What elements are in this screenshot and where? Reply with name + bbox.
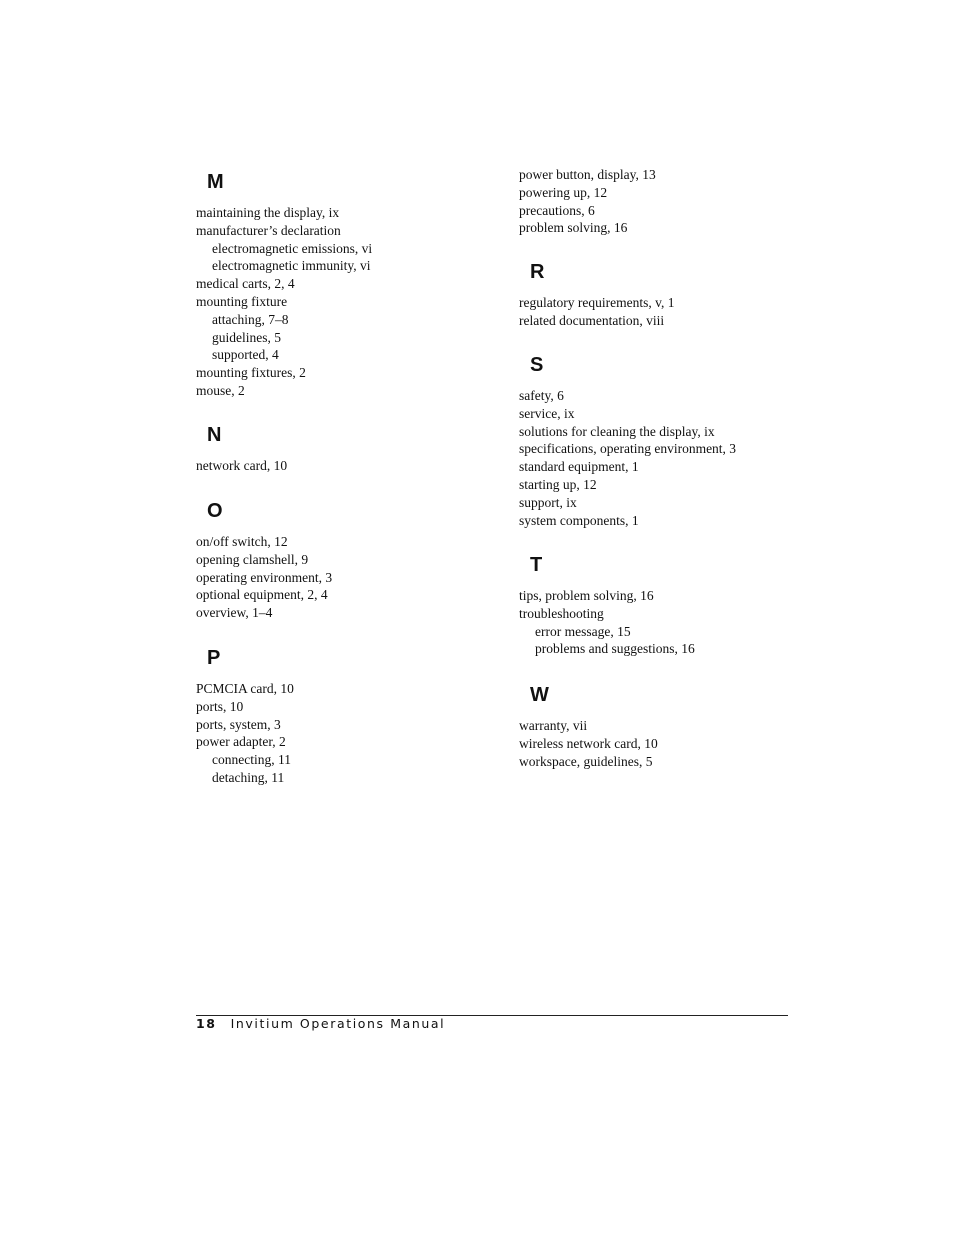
index-entry: power button, display, 13 bbox=[519, 167, 656, 182]
index-subentry: connecting, 11 bbox=[212, 752, 291, 768]
index-entry: tips, problem solving, 16 bbox=[519, 588, 654, 603]
section-letter-heading: P bbox=[207, 647, 221, 669]
index-subentry: electromagnetic immunity, vi bbox=[212, 258, 371, 274]
index-entry: opening clamshell, 9 bbox=[196, 551, 309, 567]
index-entry: optional equipment, 2, 4 bbox=[196, 587, 328, 603]
index-entry: on/off switch, 12 bbox=[196, 534, 288, 549]
index-section-r bbox=[519, 261, 819, 330]
index-section-t bbox=[519, 554, 819, 658]
page-number: 18 bbox=[196, 1016, 217, 1031]
section-letter-heading: W bbox=[530, 684, 549, 706]
index-entry: medical carts, 2, 4 bbox=[196, 276, 295, 292]
index-section-p bbox=[196, 647, 496, 787]
index-entry: support, ix bbox=[519, 494, 577, 510]
index-entry: operating environment, 3 bbox=[196, 569, 333, 585]
index-entry: standard equipment, 1 bbox=[519, 459, 639, 475]
index-entry: power adapter, 2 bbox=[196, 734, 286, 750]
index-entry: system components, 1 bbox=[519, 512, 639, 528]
index-entry: manufacturer’s declaration bbox=[196, 222, 341, 238]
index-entry: powering up, 12 bbox=[519, 184, 608, 200]
page-footer bbox=[196, 1015, 788, 1034]
index-entry: solutions for cleaning the display, ix bbox=[519, 423, 715, 439]
index-entry: specifications, operating environment, 3 bbox=[519, 441, 737, 457]
index-subentry: problems and suggestions, 16 bbox=[535, 641, 695, 657]
index-entry: mounting fixture bbox=[196, 293, 288, 309]
index-entry: mouse, 2 bbox=[196, 382, 245, 398]
index-entry: problem solving, 16 bbox=[519, 220, 628, 236]
index-subentry: supported, 4 bbox=[212, 347, 279, 363]
index-entry: maintaining the display, ix bbox=[196, 205, 340, 220]
index-section-w bbox=[519, 684, 819, 770]
index-entry: warranty, vii bbox=[519, 718, 588, 733]
index-section-s bbox=[519, 354, 819, 529]
index-entry: ports, 10 bbox=[196, 698, 244, 714]
section-letter-heading: S bbox=[530, 354, 544, 376]
index-entry: wireless network card, 10 bbox=[519, 735, 658, 751]
index-entry: starting up, 12 bbox=[519, 476, 597, 492]
index-section-continued bbox=[519, 166, 819, 237]
section-letter-heading: O bbox=[207, 500, 223, 522]
index-entry: related documentation, viii bbox=[519, 312, 665, 328]
index-subentry: electromagnetic emissions, vi bbox=[212, 240, 373, 256]
index-entry: troubleshooting bbox=[519, 605, 604, 621]
index-entry: ports, system, 3 bbox=[196, 716, 281, 732]
manual-title: Invitium Operations Manual bbox=[230, 1016, 446, 1031]
index-entry: precautions, 6 bbox=[519, 202, 595, 218]
index-entry: workspace, guidelines, 5 bbox=[519, 753, 653, 769]
index-entry: network card, 10 bbox=[196, 458, 288, 473]
index-subentry: detaching, 11 bbox=[212, 769, 285, 785]
section-letter-heading: M bbox=[207, 171, 224, 193]
index-section-n bbox=[196, 424, 496, 475]
index-section-m bbox=[196, 171, 496, 400]
index-subentry: guidelines, 5 bbox=[212, 329, 281, 345]
index-subentry: error message, 15 bbox=[535, 623, 631, 639]
section-letter-heading: T bbox=[530, 554, 543, 576]
index-entry: safety, 6 bbox=[519, 388, 564, 403]
index-subentry: attaching, 7–8 bbox=[212, 311, 289, 327]
section-letter-heading: R bbox=[530, 261, 545, 283]
index-entry: overview, 1–4 bbox=[196, 605, 273, 621]
section-letter-heading: N bbox=[207, 424, 222, 446]
index-entry: mounting fixtures, 2 bbox=[196, 365, 306, 381]
index-entry: service, ix bbox=[519, 405, 575, 421]
index-section-o bbox=[196, 500, 496, 622]
index-entry: regulatory requirements, v, 1 bbox=[519, 295, 675, 310]
index-entry: PCMCIA card, 10 bbox=[196, 681, 294, 696]
